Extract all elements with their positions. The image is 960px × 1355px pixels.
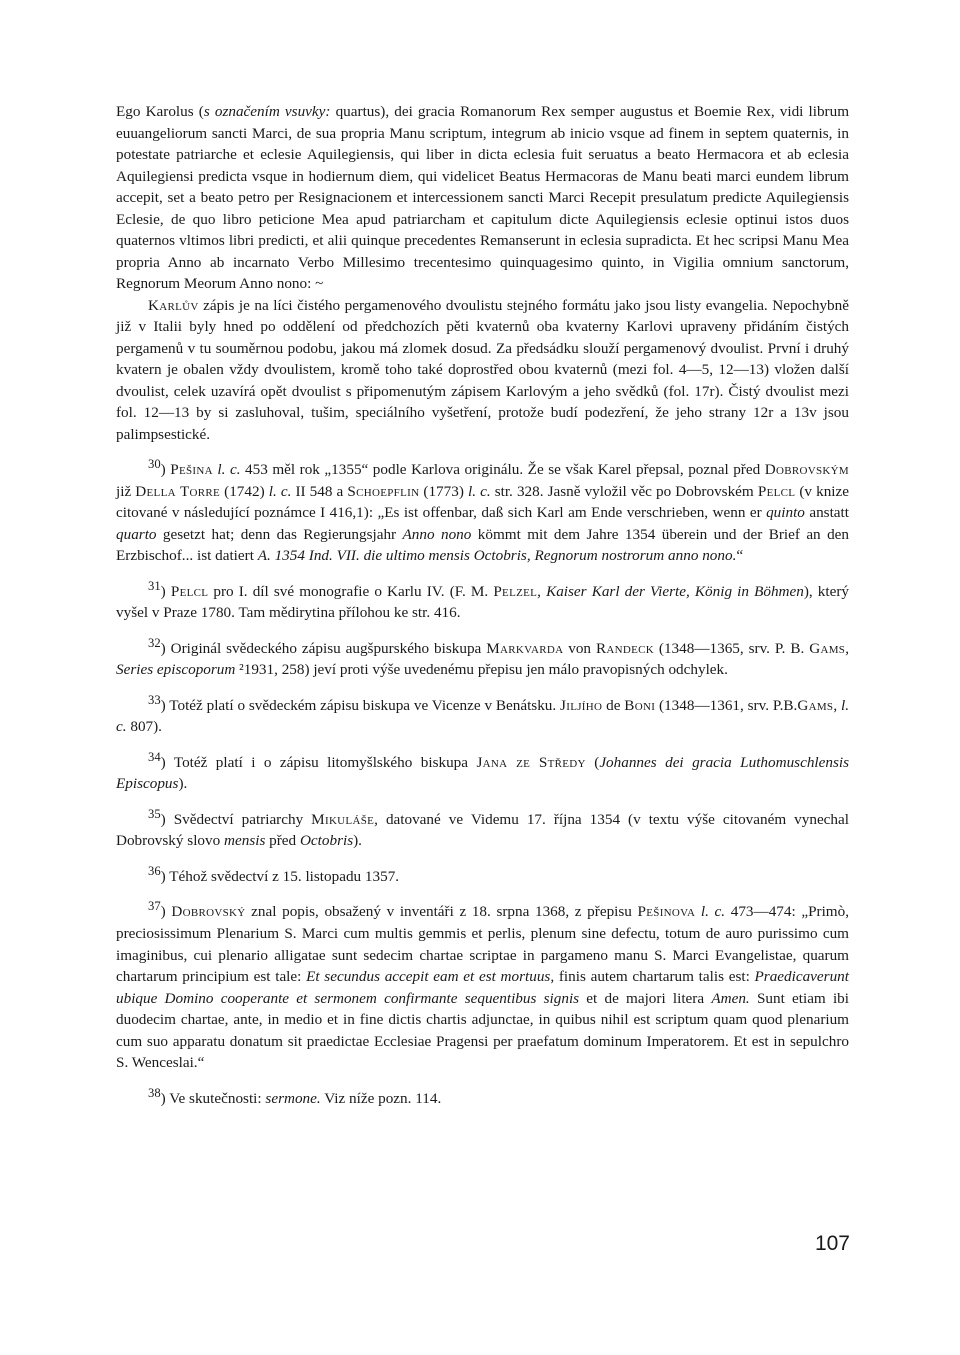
charter-text: Ego Karolus (s označením vsuvky: quartus), dei gracia Romanorum Rex semper augustus et Boemie Rex, vidi librum euuangeliorum sancti Marci, de sua propria Manu scriptum, integrum ab inicio vsque ad finem in septem quaternis, in potestate patriarche et eclesie Aquilegiensis, qui liber in dicta eclesia fuit seruatus a beato Hermacora et ab eclesia Aquilegiensi predicta vsque in hodiernum diem, qui videlicet Beatus Hermacoras de Manu beati marci eundem librum accepit, set a beato petro per Resignacionem et intercessionem sancti Marci Recepit presulatum predicte Aquilegiensis Eclesie, de quo libro peticione Mea apud patriarcham et capitulum dicte Aquilegiensis eclesie optinui istos duos quaternos vltimos libri predicti, et alii quinque precedentes Remanserunt in eclesia supradicta. Et hec scripsi Manu Mea propria Anno ab incarnato Verbo Millesimo trecentesimo quinquagesimo quinto, in Vigilia omnium sanctorum, Regnorum Meorum Anno nono: ~	[116, 103, 850, 292]
page-number: 107	[814, 1232, 850, 1255]
footnote-36: $^{36}$) Téhož svědectví z 15. listopadu 1357.	[148, 863, 400, 885]
footnote-30: $^{30}$) Pešina l. c. 453 měl rok „1355“ podle Karlova originálu. Že se však Karel přepsal, poznal před Dobrovským již Della Torre (1742) l. c. II 548 a Schoepflin (1773) l. c. str. 328. Jasně vyložil věc po Dobrovském Pelcl (v knize citované v následující poznámce I 416,1): „Es ist offenbar, daß sich Karl am Ende verschrieben, wenn er quinto anstatt quarto gesetzt hat; denn das Regierungsjahr Anno nono kömmt mit dem Jahre 1354 überein und der Brief an den Erzbischof... ist datiert A. 1354 Ind. VII. die ultimo mensis Octobris, Regnorum nostrorum anno nono.“	[116, 457, 849, 565]
footnote-32: $^{32}$) Originál svědeckého zápisu augšpurského biskupa Markvarda von Randeck (1348—1365, srv. P. B. Gams, Series episcoporum ²1931, 258) jeví proti výše uvedenému přepisu jen málo pravopisných odchylek.	[116, 635, 850, 679]
footnote-37: $^{37}$) Dobrovský znal popis, obsažený v inventáři z 18. srpna 1368, z přepisu Pešinova l. c. 473—474: „Primò, preciosissimum Plenarium S. Marci cum multis gemmis et perlis, plenum sine defectu, totum de auro purissimo cum imaginibus, cui plenario alligatae sunt sedecim chartae scriptae in pargameno manu S. Marci Evangelistae, quarum chartarum principium est tale: Et secundus accepit eam et est mortuus, finis autem chartarum talis est: Praedicaverunt ubique Domino cooperante et sermonem confirmante sequentibus signis et de majori litera Amen. Sunt etiam ibi duodecim chartae, ante, in medio et in fine dictis chartis adjunctae, in quibus nihil est scriptum quam quod plenarium cum suo apparatu donatum sit praedictae Ecclesiae Pragensi per praefatum dominum Imperatorem. Et est in sepulchro S. Wenceslai.“	[116, 899, 850, 1071]
page-body	[116, 101, 849, 1109]
footnote-38: $^{38}$) Ve skutečnosti: sermone. Viz níže pozn. 114.	[148, 1085, 442, 1107]
commentary-paragraph: Karlův zápis je na líci čistého pergamenového dvoulistu stejného formátu jako jsou listy evangelia. Nepochybně již v Italii byly hned po oddělení od předchozích pěti kvaternů oba kvaterny Karlovi upraveny přidáním čistých pergamenů v tu souměrnou podobu, jakou má zlomek dosud. Za předsádku slouží pergamenový dvoulist. První i druhý kvatern je obalen vždy dvoulistem, kromě toho také doprostřed obou kvaternů (mezi fol. 4—5, 12—13) vložen další dvoulist, celek uzavírá opět dvoulist s připomenutým zápisem Karlovým a jeho svědků (fol. 17r). Čistý dvoulist mezi fol. 12—13 by si zasluhoval, tušim, speciálního vyšetření, protože budí podezření, že jeho strany 12r a 13v jsou palimpsestické.	[116, 296, 849, 443]
footnote-35: $^{35}$) Svědectví patriarchy Mikuláše, datované ve Videmu 17. října 1354 (v textu výše citovaném vynechal Dobrovský slovo mensis před Octobris).	[116, 806, 849, 850]
footnote-34: $^{34}$) Totéž platí i o zápisu litomyšlského biskupa Jana ze Středy (Johannes dei gracia Luthomuschlensis Episcopus).	[116, 749, 850, 793]
footnote-31: $^{31}$) Pelcl pro I. díl své monografie o Karlu IV. (F. M. Pelzel, Kaiser Karl der Vierte, König in Böhmen), který vyšel v Praze 1780. Tam mědirytina přílohou ke str. 416.	[116, 578, 850, 622]
footnote-33: $^{33}$) Totéž platí o svědeckém zápisu biskupa ve Vicenze v Benátsku. Jiljího de Boni (1348—1361, srv. P.B.Gams, l. c. 807).	[116, 692, 850, 736]
